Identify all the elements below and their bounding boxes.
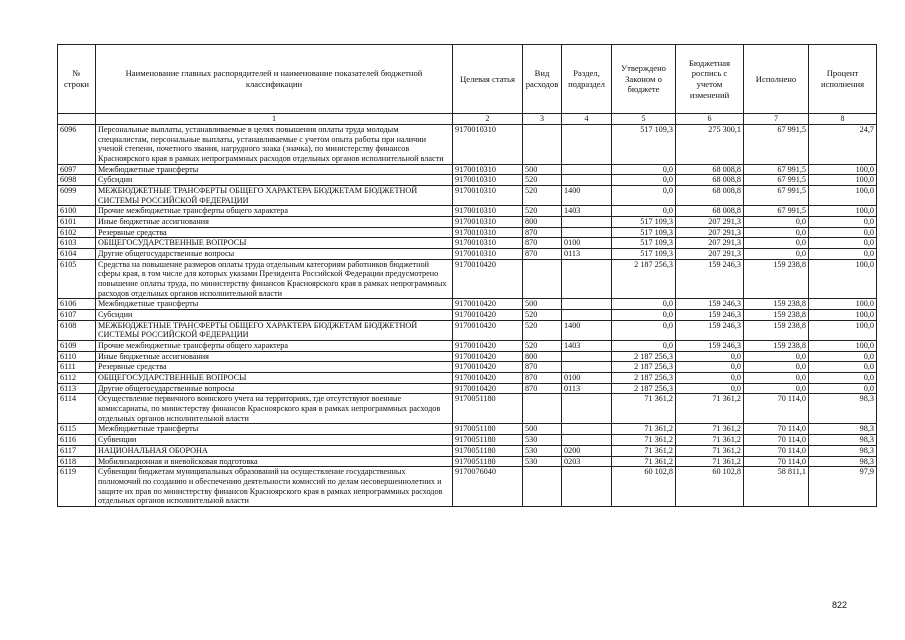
table-body <box>58 125 877 507</box>
target-article-cell: 9170010310 <box>453 164 523 175</box>
target-article-cell: 9170051180 <box>453 424 523 435</box>
row-number-cell: 6104 <box>58 249 96 260</box>
header-section: Раздел, подраздел <box>562 45 612 114</box>
section-cell <box>562 299 612 310</box>
table-row <box>58 341 877 352</box>
table-row <box>58 310 877 321</box>
approved-cell: 517 109,3 <box>612 238 676 249</box>
approved-cell: 0,0 <box>612 206 676 217</box>
approved-cell: 71 361,2 <box>612 435 676 446</box>
row-number-cell: 6109 <box>58 341 96 352</box>
approved-cell: 517 109,3 <box>612 125 676 165</box>
column-number-row <box>58 114 877 125</box>
table-row <box>58 362 877 373</box>
row-number-cell: 6112 <box>58 373 96 384</box>
expense-kind-cell: 530 <box>523 456 562 467</box>
executed-cell: 0,0 <box>744 373 809 384</box>
executed-cell: 0,0 <box>744 249 809 260</box>
budget-list-cell: 0,0 <box>676 373 744 384</box>
expense-kind-cell: 870 <box>523 238 562 249</box>
table-row <box>58 394 877 424</box>
target-article-cell: 9170010310 <box>453 238 523 249</box>
section-cell <box>562 424 612 435</box>
row-number-cell: 6107 <box>58 310 96 321</box>
section-cell <box>562 362 612 373</box>
approved-cell: 0,0 <box>612 310 676 321</box>
section-cell <box>562 125 612 165</box>
approved-cell: 2 187 256,3 <box>612 351 676 362</box>
budget-list-cell: 68 008,8 <box>676 186 744 206</box>
name-cell: Межбюджетные трансферты <box>96 299 453 310</box>
header-expense-kind: Вид расходов <box>523 45 562 114</box>
percent-cell: 97,9 <box>809 467 877 507</box>
target-article-cell: 9170010420 <box>453 259 523 299</box>
executed-cell: 159 238,8 <box>744 299 809 310</box>
col-number <box>58 114 96 125</box>
section-cell: 1403 <box>562 206 612 217</box>
section-cell <box>562 310 612 321</box>
executed-cell: 70 114,0 <box>744 445 809 456</box>
expense-kind-cell <box>523 467 562 507</box>
executed-cell: 159 238,8 <box>744 259 809 299</box>
page-number: 822 <box>832 600 848 610</box>
name-cell: НАЦИОНАЛЬНАЯ ОБОРОНА <box>96 445 453 456</box>
section-cell: 0200 <box>562 445 612 456</box>
section-cell <box>562 217 612 228</box>
row-number-cell: 6113 <box>58 383 96 394</box>
executed-cell: 70 114,0 <box>744 424 809 435</box>
expense-kind-cell: 520 <box>523 175 562 186</box>
percent-cell: 0,0 <box>809 249 877 260</box>
percent-cell: 0,0 <box>809 383 877 394</box>
expense-kind-cell: 870 <box>523 373 562 384</box>
name-cell: Персональные выплаты, устанавливаемые в целях повышения оплаты труда молодым специалистам, персональные выплаты, устанавливаемые с учетом опыта работы при наличии ученой степени, почетного звания, нагрудного знака (значка), по министерству финансов Красноярского края в рамках непрограммных расходов отдельных органов исполнительной власти <box>96 125 453 165</box>
budget-execution-table <box>57 44 877 507</box>
target-article-cell: 9170010310 <box>453 227 523 238</box>
budget-list-cell: 207 291,3 <box>676 217 744 228</box>
name-cell: Мобилизационная и вневойсковая подготовка <box>96 456 453 467</box>
table-row <box>58 435 877 446</box>
approved-cell: 2 187 256,3 <box>612 383 676 394</box>
approved-cell: 0,0 <box>612 320 676 340</box>
row-number-cell: 6115 <box>58 424 96 435</box>
executed-cell: 0,0 <box>744 362 809 373</box>
expense-kind-cell: 870 <box>523 249 562 260</box>
budget-list-cell: 71 361,2 <box>676 424 744 435</box>
percent-cell: 100,0 <box>809 341 877 352</box>
name-cell: Прочие межбюджетные трансферты общего характера <box>96 206 453 217</box>
table-row <box>58 456 877 467</box>
target-article-cell: 9170010310 <box>453 249 523 260</box>
col-number: 8 <box>809 114 877 125</box>
expense-kind-cell: 520 <box>523 320 562 340</box>
expense-kind-cell: 530 <box>523 445 562 456</box>
executed-cell: 159 238,8 <box>744 341 809 352</box>
expense-kind-cell: 800 <box>523 351 562 362</box>
section-cell <box>562 259 612 299</box>
row-number-cell: 6116 <box>58 435 96 446</box>
percent-cell: 100,0 <box>809 175 877 186</box>
approved-cell: 71 361,2 <box>612 445 676 456</box>
section-cell: 1403 <box>562 341 612 352</box>
target-article-cell: 9170010310 <box>453 186 523 206</box>
col-number: 5 <box>612 114 676 125</box>
expense-kind-cell: 870 <box>523 362 562 373</box>
expense-kind-cell: 520 <box>523 341 562 352</box>
approved-cell: 517 109,3 <box>612 217 676 228</box>
name-cell: МЕЖБЮДЖЕТНЫЕ ТРАНСФЕРТЫ ОБЩЕГО ХАРАКТЕРА БЮДЖЕТАМ БЮДЖЕТНОЙ СИСТЕМЫ РОССИЙСКОЙ ФЕДЕРАЦИИ <box>96 186 453 206</box>
budget-list-cell: 71 361,2 <box>676 394 744 424</box>
approved-cell: 0,0 <box>612 175 676 186</box>
header-executed: Исполнено <box>744 45 809 114</box>
row-number-cell: 6101 <box>58 217 96 228</box>
budget-list-cell: 207 291,3 <box>676 249 744 260</box>
target-article-cell: 9170010420 <box>453 341 523 352</box>
table-row <box>58 164 877 175</box>
percent-cell: 100,0 <box>809 186 877 206</box>
executed-cell: 67 991,5 <box>744 164 809 175</box>
section-cell: 1400 <box>562 320 612 340</box>
row-number-cell: 6103 <box>58 238 96 249</box>
table-row <box>58 383 877 394</box>
executed-cell: 0,0 <box>744 383 809 394</box>
name-cell: Осуществление первичного воинского учета на территориях, где отсутствуют военные комиссариаты, по министерству финансов Красноярского края в рамках непрограммных расходов отдельных органов исполнительной власти <box>96 394 453 424</box>
row-number-cell: 6096 <box>58 125 96 165</box>
header-row <box>58 45 877 114</box>
header-row-number: № строки <box>58 45 96 114</box>
header-approved: Утверждено Законом о бюджете <box>612 45 676 114</box>
row-number-cell: 6111 <box>58 362 96 373</box>
table-row <box>58 217 877 228</box>
table-row <box>58 424 877 435</box>
percent-cell: 0,0 <box>809 351 877 362</box>
table-row <box>58 445 877 456</box>
executed-cell: 67 991,5 <box>744 206 809 217</box>
budget-list-cell: 159 246,3 <box>676 259 744 299</box>
table-row <box>58 249 877 260</box>
approved-cell: 60 102,8 <box>612 467 676 507</box>
budget-list-cell: 68 008,8 <box>676 206 744 217</box>
target-article-cell: 9170010420 <box>453 362 523 373</box>
executed-cell: 58 811,1 <box>744 467 809 507</box>
executed-cell: 67 991,5 <box>744 175 809 186</box>
percent-cell: 100,0 <box>809 299 877 310</box>
col-number: 6 <box>676 114 744 125</box>
executed-cell: 0,0 <box>744 227 809 238</box>
target-article-cell: 9170010420 <box>453 383 523 394</box>
table-row <box>58 351 877 362</box>
expense-kind-cell: 500 <box>523 299 562 310</box>
name-cell: Другие общегосударственные вопросы <box>96 249 453 260</box>
row-number-cell: 6097 <box>58 164 96 175</box>
percent-cell: 0,0 <box>809 238 877 249</box>
budget-list-cell: 207 291,3 <box>676 238 744 249</box>
approved-cell: 2 187 256,3 <box>612 259 676 299</box>
target-article-cell: 9170010310 <box>453 175 523 186</box>
target-article-cell: 9170051180 <box>453 456 523 467</box>
target-article-cell: 9170010420 <box>453 299 523 310</box>
section-cell: 1400 <box>562 186 612 206</box>
budget-list-cell: 159 246,3 <box>676 299 744 310</box>
name-cell: Резервные средства <box>96 362 453 373</box>
name-cell: Межбюджетные трансферты <box>96 164 453 175</box>
target-article-cell: 9170076040 <box>453 467 523 507</box>
approved-cell: 517 109,3 <box>612 249 676 260</box>
target-article-cell: 9170051180 <box>453 394 523 424</box>
executed-cell: 159 238,8 <box>744 320 809 340</box>
row-number-cell: 6100 <box>58 206 96 217</box>
executed-cell: 67 991,5 <box>744 186 809 206</box>
executed-cell: 67 991,5 <box>744 125 809 165</box>
percent-cell: 100,0 <box>809 206 877 217</box>
section-cell: 0100 <box>562 373 612 384</box>
col-number: 4 <box>562 114 612 125</box>
row-number-cell: 6114 <box>58 394 96 424</box>
section-cell: 0100 <box>562 238 612 249</box>
header-target-article: Целевая статья <box>453 45 523 114</box>
target-article-cell: 9170010420 <box>453 351 523 362</box>
expense-kind-cell: 870 <box>523 383 562 394</box>
expense-kind-cell <box>523 394 562 424</box>
table-row <box>58 186 877 206</box>
section-cell <box>562 467 612 507</box>
section-cell <box>562 394 612 424</box>
table-row <box>58 373 877 384</box>
percent-cell: 100,0 <box>809 259 877 299</box>
percent-cell: 0,0 <box>809 373 877 384</box>
target-article-cell: 9170010420 <box>453 320 523 340</box>
target-article-cell: 9170010310 <box>453 206 523 217</box>
row-number-cell: 6108 <box>58 320 96 340</box>
col-number: 3 <box>523 114 562 125</box>
percent-cell: 98,3 <box>809 435 877 446</box>
approved-cell: 71 361,2 <box>612 424 676 435</box>
section-cell <box>562 175 612 186</box>
approved-cell: 2 187 256,3 <box>612 373 676 384</box>
approved-cell: 0,0 <box>612 164 676 175</box>
percent-cell: 100,0 <box>809 164 877 175</box>
budget-list-cell: 71 361,2 <box>676 445 744 456</box>
name-cell: Другие общегосударственные вопросы <box>96 383 453 394</box>
header-percent: Процент исполнения <box>809 45 877 114</box>
approved-cell: 0,0 <box>612 341 676 352</box>
expense-kind-cell <box>523 259 562 299</box>
percent-cell: 0,0 <box>809 227 877 238</box>
approved-cell: 517 109,3 <box>612 227 676 238</box>
percent-cell: 98,3 <box>809 456 877 467</box>
executed-cell: 70 114,0 <box>744 394 809 424</box>
table-row <box>58 259 877 299</box>
budget-list-cell: 0,0 <box>676 383 744 394</box>
table-row <box>58 467 877 507</box>
approved-cell: 2 187 256,3 <box>612 362 676 373</box>
expense-kind-cell: 530 <box>523 435 562 446</box>
percent-cell: 0,0 <box>809 362 877 373</box>
header-budget-list: Бюджетная роспись с учетом изменений <box>676 45 744 114</box>
name-cell: ОБЩЕГОСУДАРСТВЕННЫЕ ВОПРОСЫ <box>96 373 453 384</box>
row-number-cell: 6106 <box>58 299 96 310</box>
row-number-cell: 6110 <box>58 351 96 362</box>
table-row <box>58 227 877 238</box>
name-cell: ОБЩЕГОСУДАРСТВЕННЫЕ ВОПРОСЫ <box>96 238 453 249</box>
executed-cell: 70 114,0 <box>744 456 809 467</box>
approved-cell: 71 361,2 <box>612 394 676 424</box>
name-cell: Прочие межбюджетные трансферты общего характера <box>96 341 453 352</box>
section-cell <box>562 351 612 362</box>
executed-cell: 0,0 <box>744 238 809 249</box>
name-cell: Резервные средства <box>96 227 453 238</box>
budget-list-cell: 207 291,3 <box>676 227 744 238</box>
header-name: Наименование главных распорядителей и наименование показателей бюджетной классификации <box>96 45 453 114</box>
name-cell: Субсидии <box>96 310 453 321</box>
name-cell: Субвенции бюджетам муниципальных образований на осуществление государственных полномочий по созданию и обеспечению деятельности комиссий по делам несовершеннолетних и защите их прав по министерству финансов Красноярского края в рамках непрограммных расходов отдельных органов исполнительной власти <box>96 467 453 507</box>
percent-cell: 98,3 <box>809 394 877 424</box>
executed-cell: 0,0 <box>744 351 809 362</box>
percent-cell: 100,0 <box>809 320 877 340</box>
approved-cell: 71 361,2 <box>612 456 676 467</box>
name-cell: Иные бюджетные ассигнования <box>96 351 453 362</box>
table-row <box>58 175 877 186</box>
name-cell: Средства на повышение размеров оплаты труда отдельным категориям работников бюджетной сферы края, в том числе для которых указами Президента Российской Федерации предусмотрено повышение оплаты труда, по министерству финансов Красноярского края в рамках непрограммных расходов отдельных органов исполнительной власти <box>96 259 453 299</box>
target-article-cell: 9170010310 <box>453 217 523 228</box>
budget-list-cell: 159 246,3 <box>676 320 744 340</box>
row-number-cell: 6098 <box>58 175 96 186</box>
table-row <box>58 238 877 249</box>
col-number: 7 <box>744 114 809 125</box>
name-cell: Субвенции <box>96 435 453 446</box>
budget-list-cell: 159 246,3 <box>676 341 744 352</box>
name-cell: Межбюджетные трансферты <box>96 424 453 435</box>
budget-list-cell: 68 008,8 <box>676 164 744 175</box>
approved-cell: 0,0 <box>612 186 676 206</box>
section-cell: 0203 <box>562 456 612 467</box>
row-number-cell: 6117 <box>58 445 96 456</box>
expense-kind-cell: 520 <box>523 186 562 206</box>
name-cell: Субсидии <box>96 175 453 186</box>
expense-kind-cell <box>523 125 562 165</box>
percent-cell: 24,7 <box>809 125 877 165</box>
expense-kind-cell: 800 <box>523 217 562 228</box>
name-cell: Иные бюджетные ассигнования <box>96 217 453 228</box>
expense-kind-cell: 520 <box>523 310 562 321</box>
name-cell: МЕЖБЮДЖЕТНЫЕ ТРАНСФЕРТЫ ОБЩЕГО ХАРАКТЕРА БЮДЖЕТАМ БЮДЖЕТНОЙ СИСТЕМЫ РОССИЙСКОЙ ФЕДЕРАЦИИ <box>96 320 453 340</box>
budget-list-cell: 68 008,8 <box>676 175 744 186</box>
executed-cell: 0,0 <box>744 217 809 228</box>
row-number-cell: 6118 <box>58 456 96 467</box>
col-number: 2 <box>453 114 523 125</box>
target-article-cell: 9170010420 <box>453 373 523 384</box>
percent-cell: 100,0 <box>809 310 877 321</box>
section-cell: 0113 <box>562 383 612 394</box>
col-number: 1 <box>96 114 453 125</box>
budget-list-cell: 71 361,2 <box>676 435 744 446</box>
executed-cell: 159 238,8 <box>744 310 809 321</box>
percent-cell: 0,0 <box>809 217 877 228</box>
approved-cell: 0,0 <box>612 299 676 310</box>
percent-cell: 98,3 <box>809 424 877 435</box>
budget-list-cell: 71 361,2 <box>676 456 744 467</box>
target-article-cell: 9170010310 <box>453 125 523 165</box>
section-cell: 0113 <box>562 249 612 260</box>
section-cell <box>562 435 612 446</box>
row-number-cell: 6102 <box>58 227 96 238</box>
row-number-cell: 6119 <box>58 467 96 507</box>
target-article-cell: 9170051180 <box>453 445 523 456</box>
row-number-cell: 6099 <box>58 186 96 206</box>
table-row <box>58 125 877 165</box>
budget-list-cell: 0,0 <box>676 351 744 362</box>
section-cell <box>562 164 612 175</box>
budget-list-cell: 60 102,8 <box>676 467 744 507</box>
executed-cell: 70 114,0 <box>744 435 809 446</box>
table-row <box>58 206 877 217</box>
expense-kind-cell: 520 <box>523 206 562 217</box>
target-article-cell: 9170010420 <box>453 310 523 321</box>
expense-kind-cell: 500 <box>523 164 562 175</box>
table-row <box>58 320 877 340</box>
budget-list-cell: 0,0 <box>676 362 744 373</box>
expense-kind-cell: 870 <box>523 227 562 238</box>
budget-list-cell: 159 246,3 <box>676 310 744 321</box>
percent-cell: 98,3 <box>809 445 877 456</box>
section-cell <box>562 227 612 238</box>
target-article-cell: 9170051180 <box>453 435 523 446</box>
row-number-cell: 6105 <box>58 259 96 299</box>
table-row <box>58 299 877 310</box>
budget-list-cell: 275 300,1 <box>676 125 744 165</box>
expense-kind-cell: 500 <box>523 424 562 435</box>
